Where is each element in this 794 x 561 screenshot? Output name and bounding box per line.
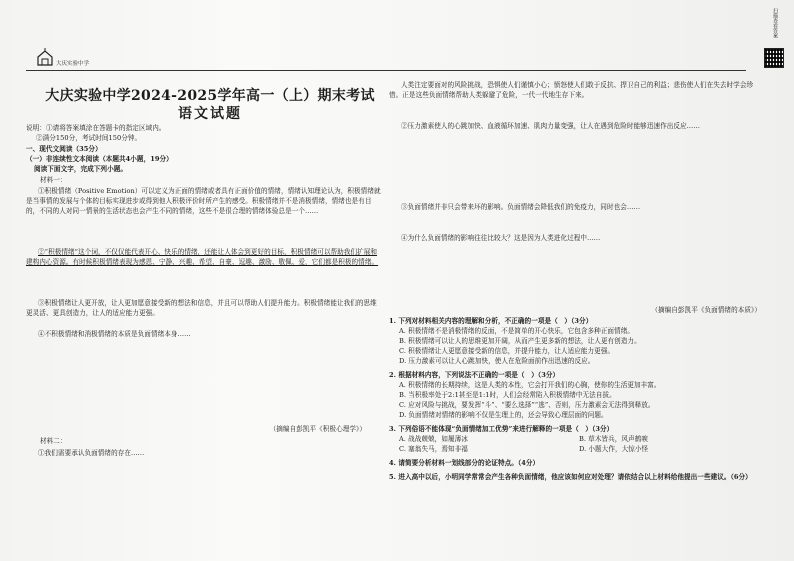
school-crest-icon bbox=[36, 48, 54, 68]
question-2-option-a[interactable]: A. 积极情绪的长期持续，这是人类的本性，它会打开我们的心胸，使你的生活更加丰富。 bbox=[399, 381, 661, 389]
material2-paragraph-continued: 人类注定要面对的风险挑战，恐惧使人们谨慎小心；愤怒使人们敢于反抗、捍卫自己的利益；悲伤使人们在失去时学会珍惜。正是这些负面情绪帮助人类躲避了危险，一代一代地生存下来。 bbox=[389, 81, 754, 100]
material2-label: 材料二： bbox=[40, 437, 67, 445]
material2-paragraph-3: ③负面情绪并非只会带来坏的影响。负面情绪会降低我们的免疫力，同时也会…… bbox=[401, 203, 641, 211]
material1-paragraph-1: ①积极情绪（Positive Emotion）可以定义为正面的情绪或者具有正面价值的情绪，情绪认知理论认为，积极情绪就是当事情的发展与个体的目标实现进步或得到他人积极评价时所产生的感受。积极情绪并不是消极情绪，情绪也是有目的，不同的人对同一情景的生活状态也会产生不同的情绪，这些不是很合理的情绪体验总是一个…… bbox=[26, 187, 381, 216]
question-1-option-a[interactable]: A. 积极情绪不是消极情绪的反面，不是简单的开心快乐，它包含多种正面情绪。 bbox=[399, 327, 634, 335]
material2-source: （摘编自彭凯平《负面情绪的本质》） bbox=[651, 306, 761, 314]
question-2-stem: 2. 根据材料内容，下列说法不正确的一项是（ ）（3分） bbox=[389, 371, 560, 379]
material1-label: 材料一： bbox=[40, 176, 67, 184]
question-1-option-b[interactable]: B. 积极情绪可以让人的思维更加开阔，从而产生更多新的想法，让人更有创造力。 bbox=[399, 337, 641, 345]
instructions-label: 说明：①请将答案填涂在答题卡的指定区域内。 bbox=[26, 124, 166, 132]
material1-paragraph-4: ④不积极情绪和消极情绪的本质是负面情绪本身…… bbox=[38, 330, 191, 338]
material1-paragraph-3: ③积极情绪让人更开放，让人更加愿意接受新的想法和信息，并且可以帮助人们提升能力。积极情绪能让我们的思维更灵活、更具创造力，让人的适应能力更强。 bbox=[26, 299, 377, 318]
material2-paragraph-1: ①我们需要承认负面情绪的存在…… bbox=[38, 449, 145, 457]
question-2-option-b[interactable]: B. 当积极率处于2:1甚至是1:1时，人们会经常陷入积极情绪中无法自拔。 bbox=[399, 391, 616, 399]
question-1-option-d[interactable]: D. 压力激素可以让人心跳加快，使人在危险面前作出迅速的反应。 bbox=[399, 357, 595, 365]
question-3-option-a[interactable]: A. 战战兢兢，如履薄冰 bbox=[399, 435, 468, 443]
instructions-item2: ②满分150分，考试时间150分钟。 bbox=[36, 134, 142, 142]
question-3-option-c[interactable]: C. 塞翁失马，焉知非福 bbox=[399, 445, 468, 453]
sub-heading: （一）非连续性文本阅读（本题共4小题，19分） bbox=[26, 155, 173, 163]
qr-label: 扫描查看答案 bbox=[772, 8, 778, 38]
question-2-option-d[interactable]: D. 负面情绪对情绪的影响不仅是生理上的，还会导致心理层面的问题。 bbox=[399, 411, 608, 419]
section-heading: 一、现代文阅读（35分） bbox=[26, 145, 102, 153]
school-name: 大庆实验中学 bbox=[56, 61, 90, 67]
material1-source: （摘编自彭凯平《积极心理学》） bbox=[269, 425, 366, 433]
reading-prompt: 阅读下面文字，完成下列小题。 bbox=[34, 165, 128, 173]
header-divider bbox=[26, 70, 746, 71]
material1-paragraph-2: ②“积极情绪”这个词，不仅仅能代表开心、快乐的情绪，还能让人体会到更好的目标，积极情绪可以帮助我们扩展和建构内心资源。有时候积极情绪表现为感恩、宁静、兴趣、希望、自豪、逗趣、激励、敬佩、爱，它们都是积极的情绪。 bbox=[26, 248, 379, 267]
question-2-option-c[interactable]: C. 应对风险与挑战，要发挥“斗”、“要么选择”“逃”、否则，压力激素会无法得到释放。 bbox=[399, 401, 655, 409]
question-1-stem: 1. 下列对材料相关内容的理解和分析，不正确的一项是（ ）（3分） bbox=[389, 317, 593, 325]
question-3-option-b[interactable]: B. 草木皆兵，风声鹤唳 bbox=[579, 435, 648, 443]
qr-code-icon[interactable] bbox=[764, 48, 784, 68]
exam-title: 大庆实验中学2024-2025学年高一（上）期末考试 bbox=[45, 88, 375, 104]
question-1-option-c[interactable]: C. 积极情绪让人更愿意接受新的信息，并提升能力，让人适应能力更强。 bbox=[399, 347, 615, 355]
subject-title: 语文试题 bbox=[178, 106, 242, 122]
question-3-stem: 3. 下列俗语不能体现“负面情绪加工优势”来进行解释的一项是（ ）（3分） bbox=[389, 425, 614, 433]
material2-paragraph-2: ②压力激素使人的心跳加快、血液循环加速、肌肉力量变强，让人在遇到危险时能够迅速作出反应…… bbox=[401, 122, 700, 130]
question-4-stem: 4. 请简要分析材料一划线部分的论证特点。（4分） bbox=[389, 459, 540, 467]
question-3-option-d[interactable]: D. 小题大作，大惊小怪 bbox=[579, 445, 649, 453]
material2-paragraph-4: ④为什么负面情绪的影响往往比较大？这是因为人类进化过程中…… bbox=[401, 234, 601, 242]
question-5-stem: 5. 进入高中以后，小明同学常常会产生各种负面情绪，他应该如何应对处理？请依结合以上材料给他提出一些建议。（6分） bbox=[389, 473, 752, 481]
